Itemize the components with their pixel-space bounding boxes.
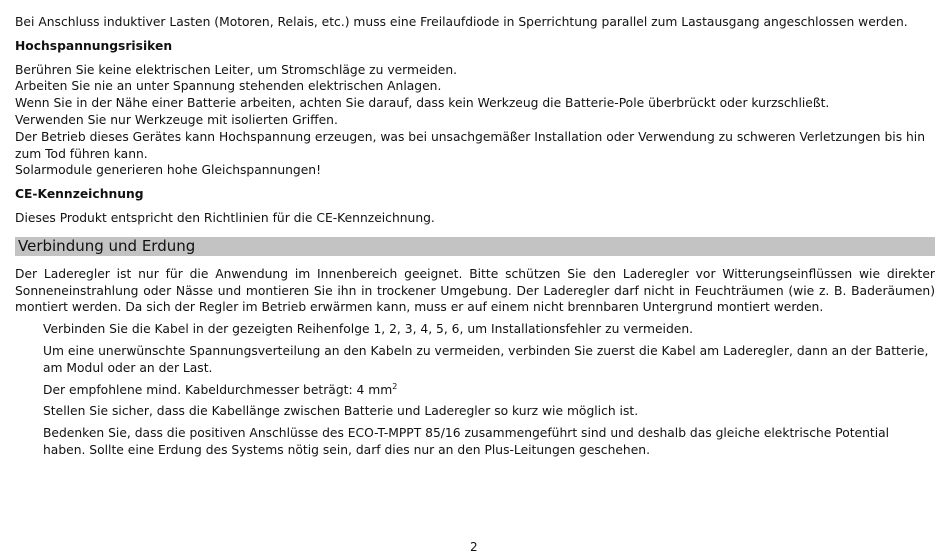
high-voltage-line: Der Betrieb dieses Gerätes kann Hochspannung erzeugen, was bei unsachgemäßer Installation oder Verwendung zu schweren Verletzungen bis hin <box>15 129 926 144</box>
list-item <box>43 382 935 399</box>
list-item: Um eine unerwünschte Spannungsverteilung an den Kabeln zu vermeiden, verbinden Sie zuerst die Kabel am Laderegler, dann an der Batterie, am Modul oder an der Last. <box>43 343 929 375</box>
page-number: 2 <box>470 540 478 554</box>
intro-paragraph: Bei Anschluss induktiver Lasten (Motoren, Relais, etc.) muss eine Freilaufdiode in Sperrichtung parallel zum Lastausgang angeschlossen werden. <box>15 15 908 29</box>
high-voltage-line: Verwenden Sie nur Werkzeuge mit isolierten Griffen. <box>15 112 338 127</box>
list-item: Bedenken Sie, dass die positiven Anschlüsse des ECO-T-MPPT 85/16 zusammengeführt sind und deshalb das gleiche elektrische Potential haben. Sollte eine Erdung des Systems nötig sein, darf dies nur an den Plus-Leitungen geschehen. <box>43 426 890 457</box>
high-voltage-line: zum Tod führen kann. <box>15 146 148 161</box>
ce-text: Dieses Produkt entspricht den Richtlinien für die CE-Kennzeichnung. <box>15 210 435 225</box>
high-voltage-line: Solarmodule generieren hohe Gleichspannungen! <box>15 163 322 178</box>
high-voltage-line: Berühren Sie keine elektrischen Leiter, um Stromschläge zu vermeiden. <box>15 62 458 77</box>
ce-heading: CE-Kennzeichnung <box>15 187 144 202</box>
section-title: Verbindung und Erdung <box>15 237 935 256</box>
list-item: Verbinden Sie die Kabel in der gezeigten Reihenfolge 1, 2, 3, 4, 5, 6, um Installationsfehler zu vermeiden. <box>43 322 694 337</box>
high-voltage-line: Wenn Sie in der Nähe einer Batterie arbeiten, achten Sie darauf, dass kein Werkzeug die Batterie-Pole überbrückt oder kurzschließt. <box>15 96 830 111</box>
high-voltage-line: Arbeiten Sie nie an unter Spannung stehenden elektrischen Anlagen. <box>15 79 442 94</box>
superscript: 2 <box>392 381 398 391</box>
high-voltage-lines <box>15 62 935 180</box>
instruction-list <box>15 321 935 459</box>
list-item: Stellen Sie sicher, dass die Kabellänge zwischen Batterie und Laderegler so kurz wie möglich ist. <box>43 404 639 419</box>
cable-diameter-text: Der empfohlene mind. Kabeldurchmesser beträgt: 4 mm <box>43 382 393 397</box>
section-paragraph: Der Laderegler ist nur für die Anwendung im Innenbereich geeignet. Bitte schützen Sie den Laderegler vor Witterungseinflüssen wie direkter Sonneneinstrahlung oder Nässe und montieren Sie ihn in trockener Umgebung. Der Laderegler darf nicht in Feuchträumen (wie z. B. Baderäumen) montiert werden. Da sich der Regler im Betrieb erwärmen kann, muss er auf einem nicht brennbaren Untergrund montiert werden. <box>15 266 935 315</box>
document-page <box>15 14 935 464</box>
high-voltage-heading: Hochspannungsrisiken <box>15 38 173 53</box>
